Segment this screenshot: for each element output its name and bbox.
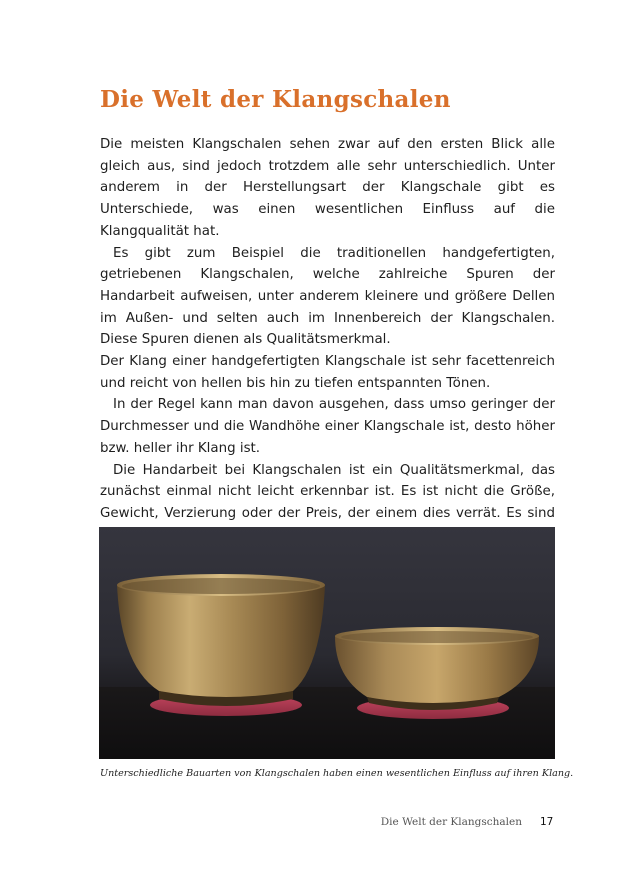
paragraph: In der Regel kann man davon ausgehen, dass umso geringer der Durchmesser und die Wandhöhe einer Klangschale ist, desto höher bzw. heller ihr Klang ist. — [100, 397, 555, 456]
paragraph: Die meisten Klangschalen sehen zwar auf den ersten Blick alle gleich aus, sind jedoch trotzdem alle sehr unterschiedlich. Unter anderem in der Herstellungsart der Klangschale gibt es Unterschiede, was einen wesentlichen Einfluss auf die Klangqualität hat. — [100, 137, 555, 239]
running-head: Die Welt der Klangschalen — [380, 816, 522, 828]
figure-caption: Unterschiedliche Bauarten von Klangschalen haben einen wesentlichen Einfluss auf ihren Klang. — [100, 768, 574, 779]
paragraph: Der Klang einer handgefertigten Klangschale ist sehr facettenreich und reicht von hellen bis hin zu tiefen entspannten Tönen. — [100, 354, 555, 391]
body-text — [100, 134, 555, 546]
paragraph: Es gibt zum Beispiel die traditionellen handgefertigten, getriebenen Klangschalen, welche zahlreiche Spuren der Handarbeit aufweisen, unter anderem kleinere und größere Dellen im Außen- und selten auch im Innenbereich der Klangschalen. Diese Spuren dienen als Qualitätsmerkmal. — [100, 245, 555, 348]
paragraph: Die Handarbeit bei Klangschalen ist ein Qualitätsmerkmal, das zunächst einmal nicht leicht erkennbar ist. Es ist nicht die Größe, Gewicht, Verzierung oder der Preis, der einem dies verrät. Es sind — [100, 462, 555, 521]
singing-bowls-photo — [99, 527, 555, 759]
chapter-title: Die Welt der Klangschalen — [100, 86, 451, 113]
page-number: 17 — [540, 816, 554, 828]
